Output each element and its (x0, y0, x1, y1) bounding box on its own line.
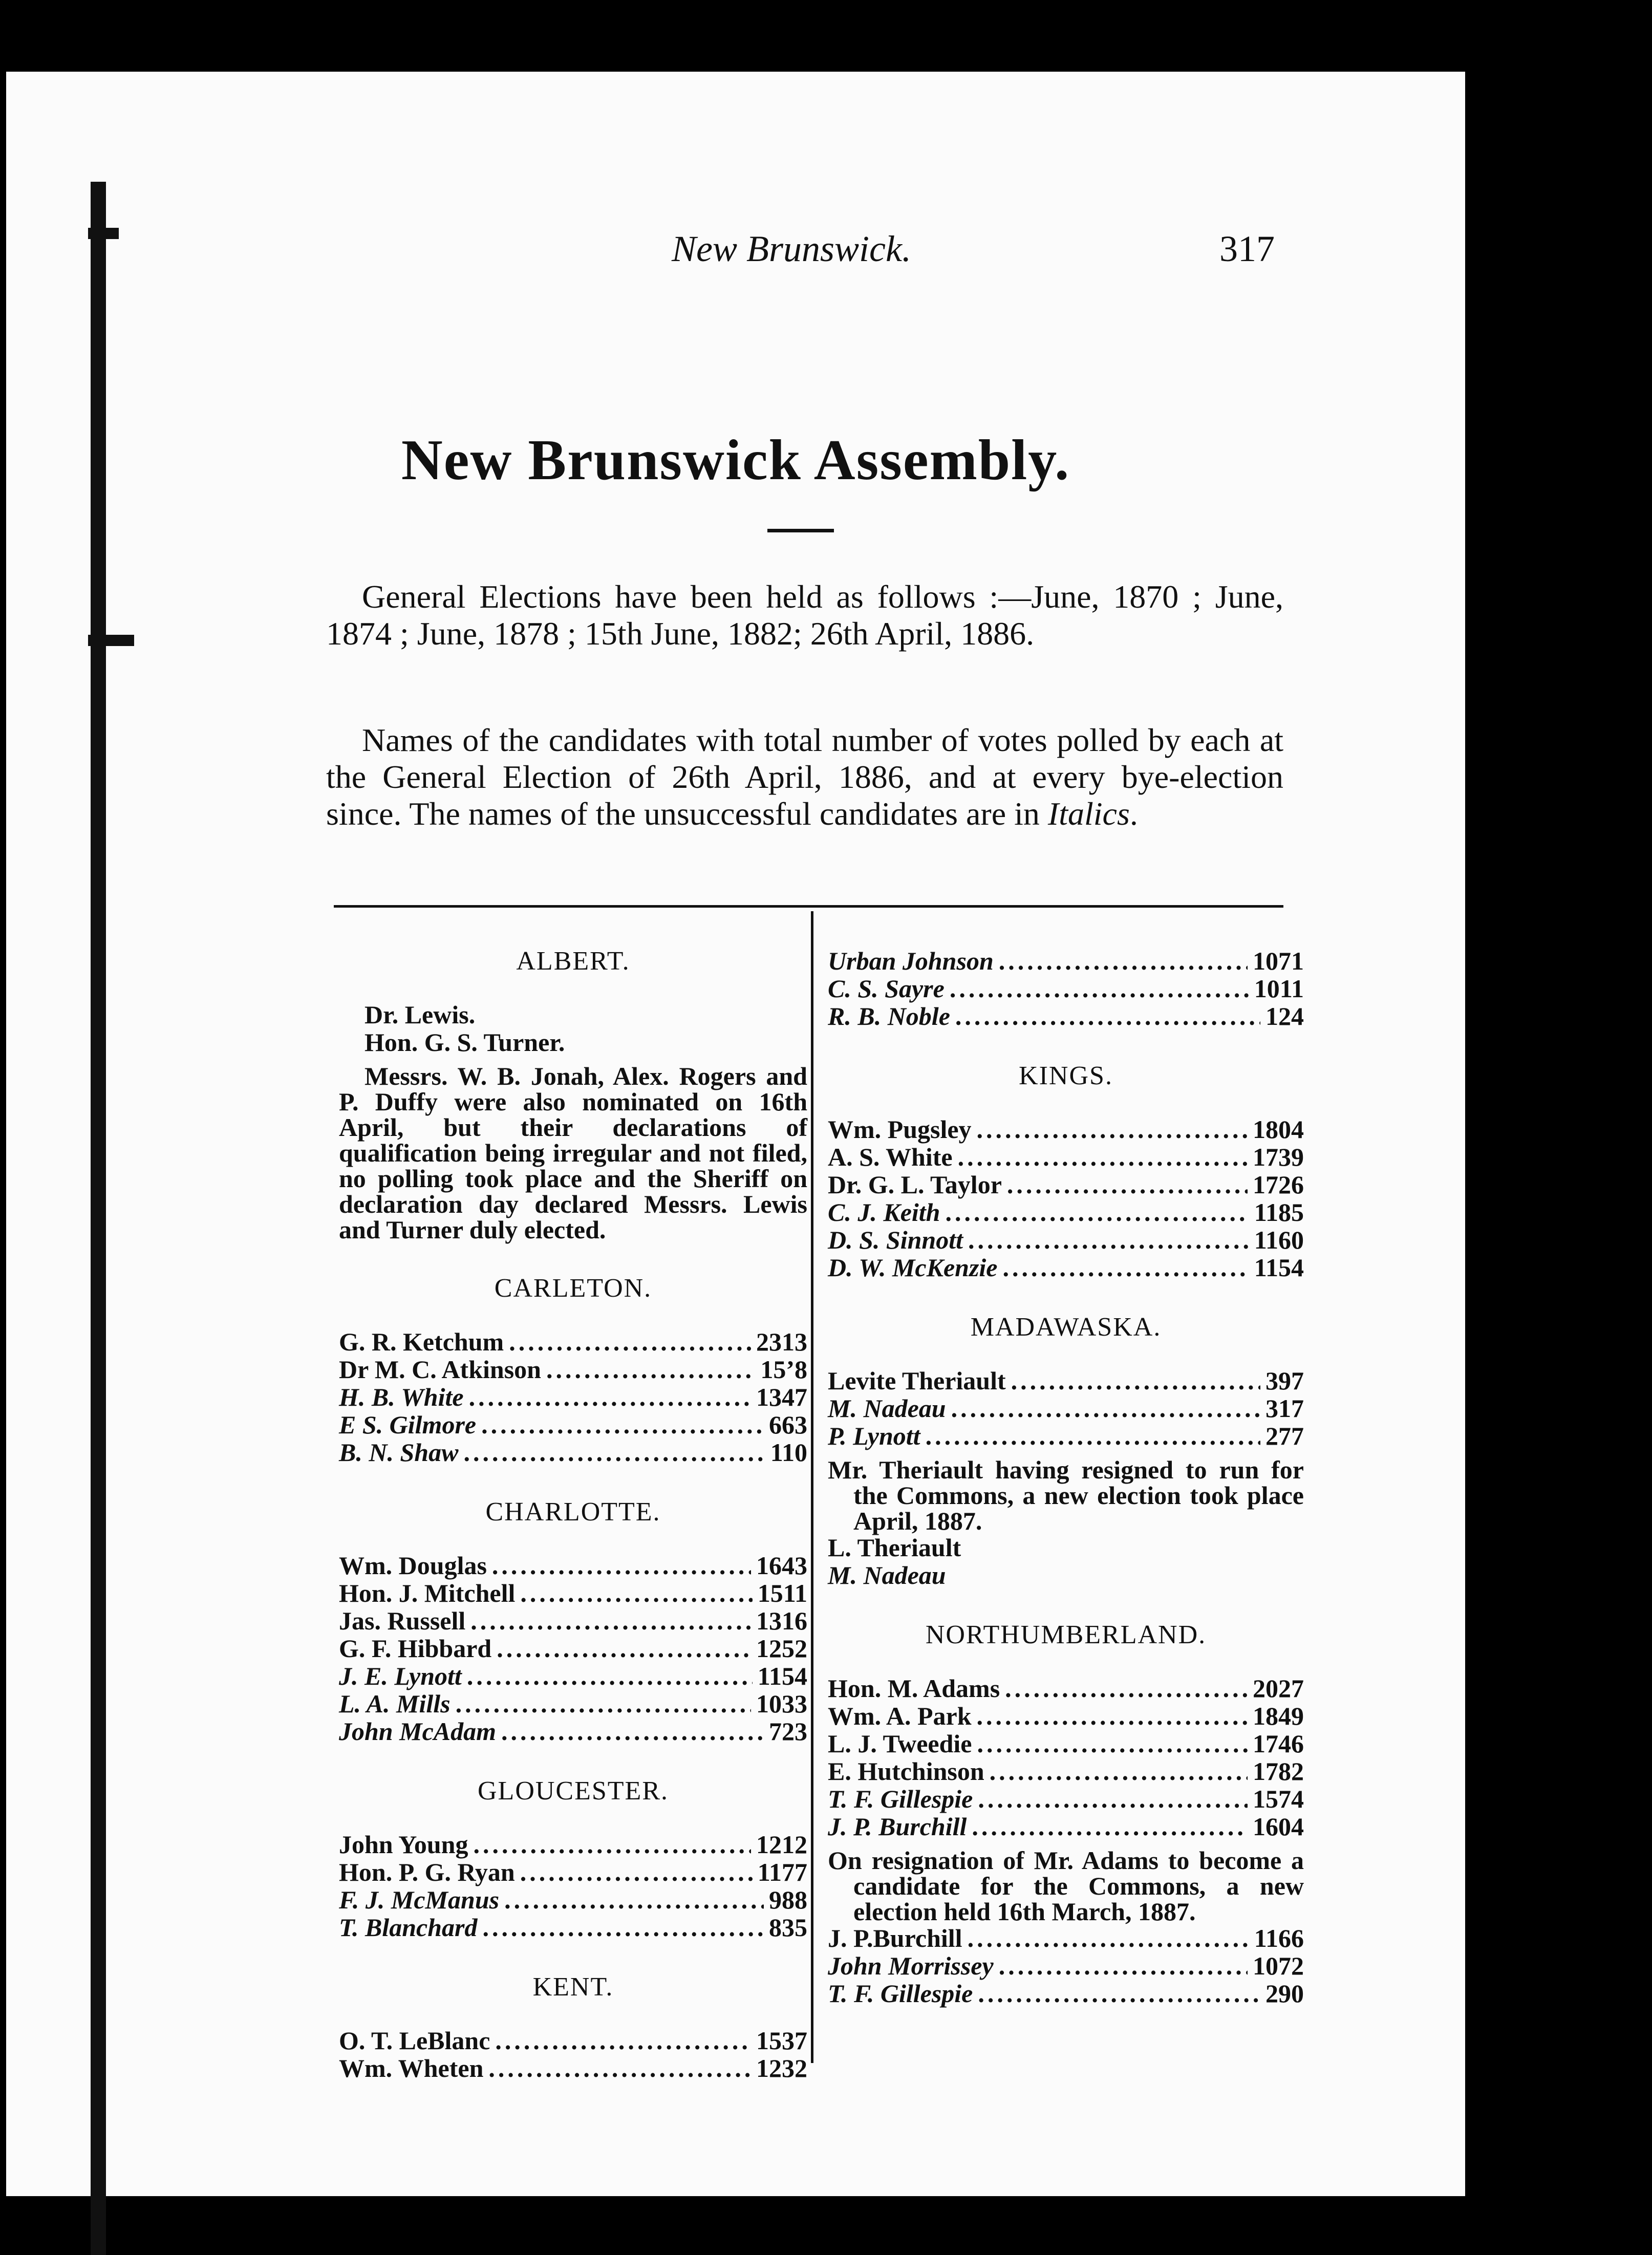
dot-leader (463, 1438, 765, 1466)
dot-leader (469, 1383, 751, 1411)
vote-count: 1160 (1254, 1226, 1304, 1254)
vote-count: 1033 (756, 1689, 807, 1718)
member-name: Hon. G. S. Turner. (364, 1028, 565, 1057)
district-heading: KENT. (532, 1972, 614, 2002)
dot-leader (1005, 1674, 1248, 1702)
candidate-name: E S. Gilmore (339, 1410, 477, 1439)
vote-count: 1252 (756, 1634, 807, 1663)
candidate-row (339, 1690, 807, 1717)
vote-count: 663 (769, 1410, 807, 1439)
candidate-row (828, 1813, 1304, 1840)
dot-leader (972, 1813, 1248, 1840)
district-note: Messrs. W. B. Jonah, Alex. Rogers and P. Duffy were also nominated on 16th April, but their declarations of qualification being irregular and not filed, no polling took place and the Sheriff on declaration day declared Messrs. Lewis and Turner duly elected. (339, 1062, 807, 1244)
candidate-name: Wm. Wheten (339, 2054, 484, 2082)
vote-count: 1804 (1253, 1115, 1304, 1144)
candidate-name: J. E. Lynott (339, 1662, 462, 1690)
vote-count: 1154 (757, 1662, 807, 1690)
candidate-name: Urban Johnson (828, 947, 994, 975)
candidate-name: Hon. J. Mitchell (339, 1579, 516, 1607)
dot-leader (968, 1226, 1249, 1254)
candidate-row (339, 2054, 807, 2082)
district-heading: ALBERT. (516, 947, 630, 976)
candidate-row (339, 1607, 807, 1635)
district-note: Mr. Theriault having resigned to run for the Commons, a new election took place April, 1887. (828, 1455, 1304, 1535)
vote-count: 1212 (756, 1830, 807, 1859)
district-carleton (339, 1273, 807, 1466)
dot-leader (482, 1914, 764, 1941)
dot-leader (950, 975, 1249, 1002)
candidate-row (339, 1914, 807, 1941)
member-name: Dr. Lewis. (364, 1000, 476, 1029)
vote-count: 1746 (1253, 1729, 1304, 1758)
dot-leader (501, 1717, 764, 1745)
dot-leader (488, 2054, 751, 2082)
candidate-name: P. Lynott (828, 1422, 920, 1450)
candidate-row (828, 1226, 1304, 1254)
dot-leader (978, 1785, 1248, 1813)
candidate-row (828, 975, 1304, 1002)
district-heading: CHARLOTTE. (485, 1497, 661, 1527)
candidate-name: John Morrissey (828, 1951, 994, 1980)
candidate-row (828, 1394, 1304, 1422)
candidate-row (828, 1785, 1304, 1813)
candidate-row (828, 1254, 1304, 1281)
candidate-row (828, 947, 1304, 975)
district-madawaska (828, 1312, 1304, 1589)
candidate-name: Wm. Pugsley (828, 1115, 972, 1144)
vote-count: 988 (769, 1885, 807, 1914)
vote-count: 1643 (756, 1551, 807, 1580)
candidate-row (339, 1635, 807, 1662)
vote-count: 15ʼ8 (760, 1355, 807, 1384)
candidate-name: Dr M. C. Atkinson (339, 1355, 541, 1384)
candidate-name: Hon. M. Adams (828, 1674, 1000, 1703)
candidate-row (339, 2027, 807, 2054)
candidate-name: Wm. Douglas (339, 1551, 487, 1580)
candidate-name: Levite Theriault (828, 1366, 1006, 1395)
book-page (6, 72, 1465, 2196)
candidate-row (339, 1579, 807, 1607)
vote-count: 1726 (1253, 1170, 1304, 1199)
candidate-row (828, 1952, 1304, 1980)
intro-italic-word: Italics (1047, 796, 1130, 832)
section-rule (334, 905, 1283, 908)
candidate-name: L. Theriault (828, 1533, 961, 1562)
candidate-row (339, 1662, 807, 1690)
page-title: New Brunswick Assembly. (401, 428, 1070, 492)
dot-leader (945, 1198, 1249, 1226)
dot-leader (481, 1411, 764, 1438)
district-gloucester (339, 1776, 807, 1941)
candidate-name: Hon. P. G. Ryan (339, 1858, 515, 1886)
candidate-name: G. F. Hibbard (339, 1634, 492, 1663)
candidate-name: Jas. Russell (339, 1606, 466, 1635)
district-northumberland (828, 1620, 1304, 2007)
candidate-name: M. Nadeau (828, 1561, 946, 1590)
candidate-name: T. F. Gillespie (828, 1785, 973, 1813)
vote-count: 1347 (756, 1383, 807, 1411)
district-heading: GLOUCESTER. (478, 1776, 669, 1806)
vote-count: 110 (770, 1438, 807, 1467)
candidate-row (828, 1367, 1304, 1394)
candidate-row (339, 1552, 807, 1579)
dot-leader (520, 1858, 753, 1886)
candidate-row (828, 1702, 1304, 1730)
candidate-name: G. R. Ketchum (339, 1327, 504, 1356)
candidate-name: H. B. White (339, 1383, 464, 1411)
candidate-row (828, 1980, 1304, 2007)
vote-count: 1177 (757, 1858, 807, 1886)
dot-leader (520, 1579, 752, 1607)
candidate-name: F. J. McManus (339, 1885, 500, 1914)
district-heading: KINGS. (1019, 1061, 1113, 1090)
candidate-name: L. A. Mills (339, 1689, 450, 1718)
district-note: On resignation of Mr. Adams to become a candidate for the Commons, a new election held 16th March, 1887. (828, 1846, 1304, 1926)
vote-count: 1739 (1253, 1143, 1304, 1171)
candidate-row (828, 1143, 1304, 1171)
candidate-row (339, 1328, 807, 1356)
district-charlotte (339, 1497, 807, 1745)
district-heading: MADAWASKA. (970, 1313, 1162, 1342)
dot-leader (1003, 1254, 1249, 1281)
vote-count: 1185 (1254, 1198, 1304, 1227)
candidate-row (828, 1924, 1304, 1952)
dot-leader (977, 1702, 1248, 1730)
candidate-name: C. S. Sayre (828, 974, 945, 1003)
intro-paragraph-elections: General Elections have been held as follows :—June, 1870 ; June, 1874 ; June, 1878 ; 15th June, 1882; 26th April, 1886. (326, 578, 1283, 652)
candidate-name: A. S. White (828, 1143, 953, 1171)
dot-leader (955, 1002, 1260, 1030)
candidate-row (339, 1717, 807, 1745)
candidate-name: J. P.Burchill (828, 1924, 962, 1952)
vote-count: 397 (1265, 1366, 1304, 1395)
candidate-name: John McAdam (339, 1717, 497, 1746)
dot-leader (1007, 1171, 1248, 1198)
vote-count: 1604 (1253, 1812, 1304, 1841)
dot-leader (470, 1607, 751, 1635)
vote-count: 1154 (1254, 1253, 1304, 1282)
candidate-name: C. J. Keith (828, 1198, 940, 1227)
dot-leader (968, 1924, 1249, 1952)
dot-leader (467, 1662, 753, 1690)
candidate-name: M. Nadeau (828, 1394, 946, 1423)
candidate-row (339, 1831, 807, 1858)
candidate-row (339, 1886, 807, 1914)
district-heading: CARLETON. (494, 1274, 652, 1303)
running-head-title: New Brunswick. (672, 228, 911, 269)
vote-count: 1574 (1253, 1785, 1304, 1813)
vote-count: 124 (1265, 1002, 1304, 1030)
dot-leader (977, 1730, 1248, 1757)
candidate-name: T. F. Gillespie (828, 1979, 973, 2008)
dot-leader (473, 1831, 751, 1858)
dot-leader (999, 947, 1248, 975)
candidate-row (828, 1730, 1304, 1757)
candidate-name: J. P. Burchill (828, 1812, 967, 1841)
page-number: 317 (1219, 228, 1275, 269)
candidate-name: B. N. Shaw (339, 1438, 459, 1467)
dot-leader (978, 1980, 1260, 2007)
district-kent (339, 1972, 807, 2082)
running-head (6, 228, 1465, 274)
candidate-name: D. W. McKenzie (828, 1253, 998, 1282)
candidate-row (828, 1422, 1304, 1450)
dot-leader (456, 1690, 751, 1717)
vote-count: 2027 (1253, 1674, 1304, 1703)
vote-count: 317 (1265, 1394, 1304, 1423)
dot-leader (999, 1952, 1248, 1980)
vote-count: 277 (1265, 1422, 1304, 1450)
candidate-name: Dr. G. L. Taylor (828, 1170, 1002, 1199)
candidate-row (339, 1858, 807, 1886)
candidate-row (828, 1198, 1304, 1226)
candidate-name: E. Hutchinson (828, 1757, 984, 1786)
dot-leader (504, 1886, 764, 1914)
district-kent-continued (828, 947, 1304, 1030)
binding-mark (88, 635, 134, 646)
candidate-name: R. B. Noble (828, 1002, 950, 1030)
vote-count: 2313 (756, 1327, 807, 1356)
candidate-row (828, 1115, 1304, 1143)
vote-count: 835 (769, 1913, 807, 1942)
candidate-name: L. J. Tweedie (828, 1729, 972, 1758)
vote-count: 1232 (756, 2054, 807, 2082)
candidate-row (339, 1438, 807, 1466)
candidate-row (828, 1171, 1304, 1198)
candidate-row (339, 1383, 807, 1411)
dot-leader (546, 1356, 755, 1383)
dot-leader (492, 1552, 751, 1579)
vote-count: 1071 (1253, 947, 1304, 975)
right-column (828, 947, 1304, 2038)
dot-leader (951, 1394, 1260, 1422)
dot-leader (497, 1635, 751, 1662)
district-kings (828, 1061, 1304, 1281)
dot-leader (926, 1422, 1260, 1450)
vote-count: 1166 (1254, 1924, 1304, 1952)
vote-count: 1072 (1253, 1951, 1304, 1980)
intro-paragraph-candidates (326, 722, 1283, 832)
vote-count: 1782 (1253, 1757, 1304, 1786)
dot-leader (1011, 1367, 1260, 1394)
dot-leader (990, 1757, 1248, 1785)
column-divider (811, 911, 813, 2063)
candidate-row (828, 1002, 1304, 1030)
dot-leader (958, 1143, 1248, 1171)
district-albert (339, 946, 807, 1242)
vote-count: 1511 (757, 1579, 807, 1607)
vote-count: 1316 (756, 1606, 807, 1635)
candidate-name: D. S. Sinnott (828, 1226, 963, 1254)
vote-count: 1537 (756, 2026, 807, 2055)
candidate-name: T. Blanchard (339, 1913, 478, 1942)
left-column (339, 942, 807, 2113)
district-heading: NORTHUMBERLAND. (925, 1620, 1207, 1649)
dot-leader (977, 1115, 1248, 1143)
vote-count: 1849 (1253, 1702, 1304, 1730)
candidate-row (828, 1674, 1304, 1702)
candidate-row (828, 1757, 1304, 1785)
candidate-name: John Young (339, 1830, 468, 1859)
intro-text-end: . (1129, 796, 1138, 832)
vote-count: 723 (769, 1717, 807, 1746)
vote-count: 1011 (1254, 974, 1304, 1003)
vote-count: 290 (1265, 1979, 1304, 2008)
dot-leader (509, 1328, 751, 1356)
candidate-row (339, 1356, 807, 1383)
candidate-row (339, 1411, 807, 1438)
title-rule (767, 529, 834, 532)
intro-text: Names of the candidates with total number of votes polled by each at the General Election of 26th April, 1886, and at every bye-election since. The names of the unsuccessful candidates are in (326, 722, 1283, 832)
candidate-name: Wm. A. Park (828, 1702, 972, 1730)
candidate-name: O. T. LeBlanc (339, 2026, 490, 2055)
dot-leader (495, 2027, 751, 2054)
